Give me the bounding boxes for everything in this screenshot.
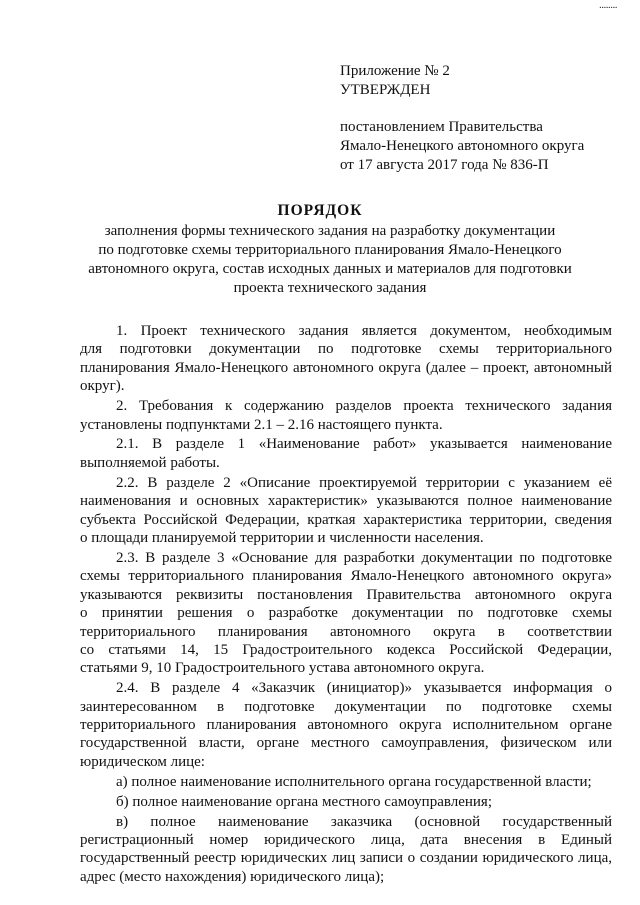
item-a — [80, 773, 612, 791]
text-line: статьями 9, 10 Градостроительного устава автономного округа. — [80, 660, 485, 677]
text-line: адрес (место нахождения) юридического лица); — [80, 868, 385, 885]
document-subtitle — [80, 222, 580, 298]
text-line: указываются реквизиты постановления Правительства автономного округа — [80, 586, 612, 603]
approval-block — [340, 62, 630, 175]
corner-mark: ........ — [599, 0, 617, 11]
text-line: о принятии решения о разработке документации по подготовке схемы — [80, 605, 612, 622]
text-line: установлены подпунктами 2.1 – 2.16 настоящего пункта. — [80, 416, 443, 433]
text-line: 2.4. В разделе 4 «Заказчик (инициатор)» указывается информация о — [116, 680, 612, 697]
text-line: государственный реестр юридических лиц записи о создании юридического лица, — [80, 850, 612, 867]
paragraph-2-4 — [80, 679, 612, 771]
text-line: схемы территориального планирования Ямало-Ненецкого автономного округа» — [80, 568, 612, 585]
text-line: территориального планирования автономного округа исполнительном органе — [80, 717, 612, 734]
text-line: субъекта Российской Федерации, краткая характеристика территории, сведения — [80, 511, 612, 528]
subtitle-line: по подготовке схемы территориального планирования Ямало-Ненецкого — [98, 242, 562, 258]
text-line: 2.2. В разделе 2 «Описание проектируемой территории с указанием её — [116, 474, 612, 491]
text-line: 2.3. В разделе 3 «Основание для разработки документации по подготовке — [116, 549, 612, 566]
approved-label: УТВЕРЖДЕН — [340, 82, 431, 98]
text-line: в) полное наименование заказчика (основной государственный — [116, 813, 612, 830]
text-line: планирования Ямало-Ненецкого автономного округа (далее – проект, автономный — [80, 359, 612, 376]
subtitle-line: проекта технического задания — [233, 280, 427, 296]
text-line: округ). — [80, 378, 125, 395]
paragraph-2-1 — [80, 435, 612, 472]
text-line: территориального планирования автономного округа в соответствии — [80, 623, 612, 640]
decree-line-3: от 17 августа 2017 года № 836-П — [340, 157, 549, 173]
subtitle-line: автономного округа, состав исходных данных и материалов для подготовки — [88, 261, 572, 277]
item-v — [80, 813, 612, 887]
text-line: для подготовки документации по подготовке схемы территориального — [80, 341, 612, 358]
text-line: б) полное наименование органа местного самоуправления; — [116, 793, 492, 810]
paragraph-2-2 — [80, 474, 612, 548]
text-line: наименования и основных характеристик» указываются полное наименование — [80, 493, 612, 510]
text-line: со статьями 14, 15 Градостроительного кодекса Российской Федерации, — [80, 641, 612, 658]
item-b — [80, 793, 612, 811]
appendix-label: Приложение № 2 — [340, 63, 450, 79]
text-line: 2. Требования к содержанию разделов проекта технического задания — [116, 398, 612, 415]
paragraph-2-3 — [80, 549, 612, 678]
paragraph-2 — [80, 397, 612, 434]
decree-line-2: Ямало-Ненецкого автономного округа — [340, 138, 585, 154]
text-line: а) полное наименование исполнительного органа государственной власти; — [116, 773, 592, 790]
text-line: 2.1. В разделе 1 «Наименование работ» указывается наименование — [116, 436, 612, 453]
text-line: государственной власти, органе местного самоуправления, физическом или — [80, 735, 612, 752]
text-line: заинтересованном в подготовке документации по подготовке схемы — [80, 698, 612, 715]
subtitle-line: заполнения формы технического задания на разработку документации — [104, 223, 556, 239]
text-line: выполняемой работы. — [80, 454, 220, 471]
paragraph-1 — [80, 322, 612, 396]
decree-line-1: постановлением Правительства — [340, 119, 543, 135]
text-line: регистрационный номер юридического лица, дата внесения в Единый — [80, 831, 612, 848]
text-line: о площади планируемой территории и численности населения. — [80, 529, 484, 546]
document-body — [80, 322, 612, 888]
text-line: 1. Проект технического задания является документом, необходимым — [116, 323, 612, 339]
text-line: юридическом лице: — [80, 753, 205, 770]
document-title: ПОРЯДОК — [277, 202, 363, 219]
